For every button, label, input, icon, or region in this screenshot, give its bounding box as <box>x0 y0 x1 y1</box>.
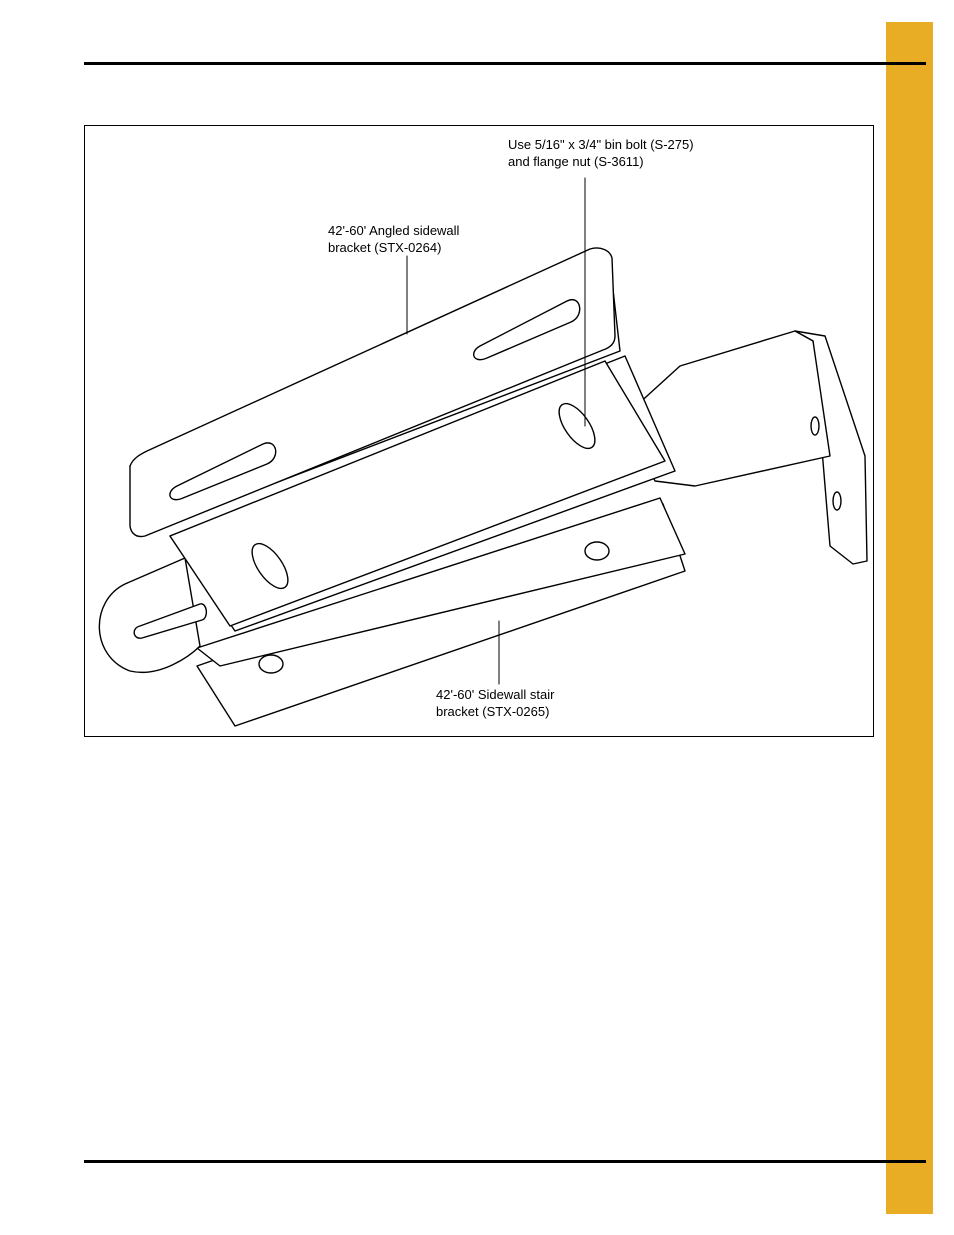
bracket-figure <box>84 125 874 737</box>
callout-angled-line2: bracket (STX-0264) <box>328 240 442 255</box>
bracket-drawing <box>85 126 875 738</box>
callout-bolt <box>508 136 694 170</box>
callout-bolt-line2: and flange nut (S-3611) <box>508 154 644 169</box>
stair-bracket-hole-right <box>585 542 609 560</box>
callout-angled-bracket <box>328 222 459 256</box>
header-rule <box>84 62 926 65</box>
stair-bracket-hole-left <box>259 655 283 673</box>
callout-stair-line2: bracket (STX-0265) <box>436 704 550 719</box>
callout-angled-line1: 42'-60' Angled sidewall <box>328 223 460 238</box>
callout-bolt-line1: Use 5/16" x 3/4" bin bolt (S-275) <box>508 137 694 152</box>
footer-rule <box>84 1160 926 1163</box>
callout-stair-line1: 42'-60' Sidewall stair <box>436 687 555 702</box>
chapter-side-tab <box>886 22 933 1214</box>
angle-leg-hole-bottom <box>833 492 841 510</box>
angle-leg-hole-top <box>811 417 819 435</box>
callout-stair-bracket <box>436 686 554 720</box>
